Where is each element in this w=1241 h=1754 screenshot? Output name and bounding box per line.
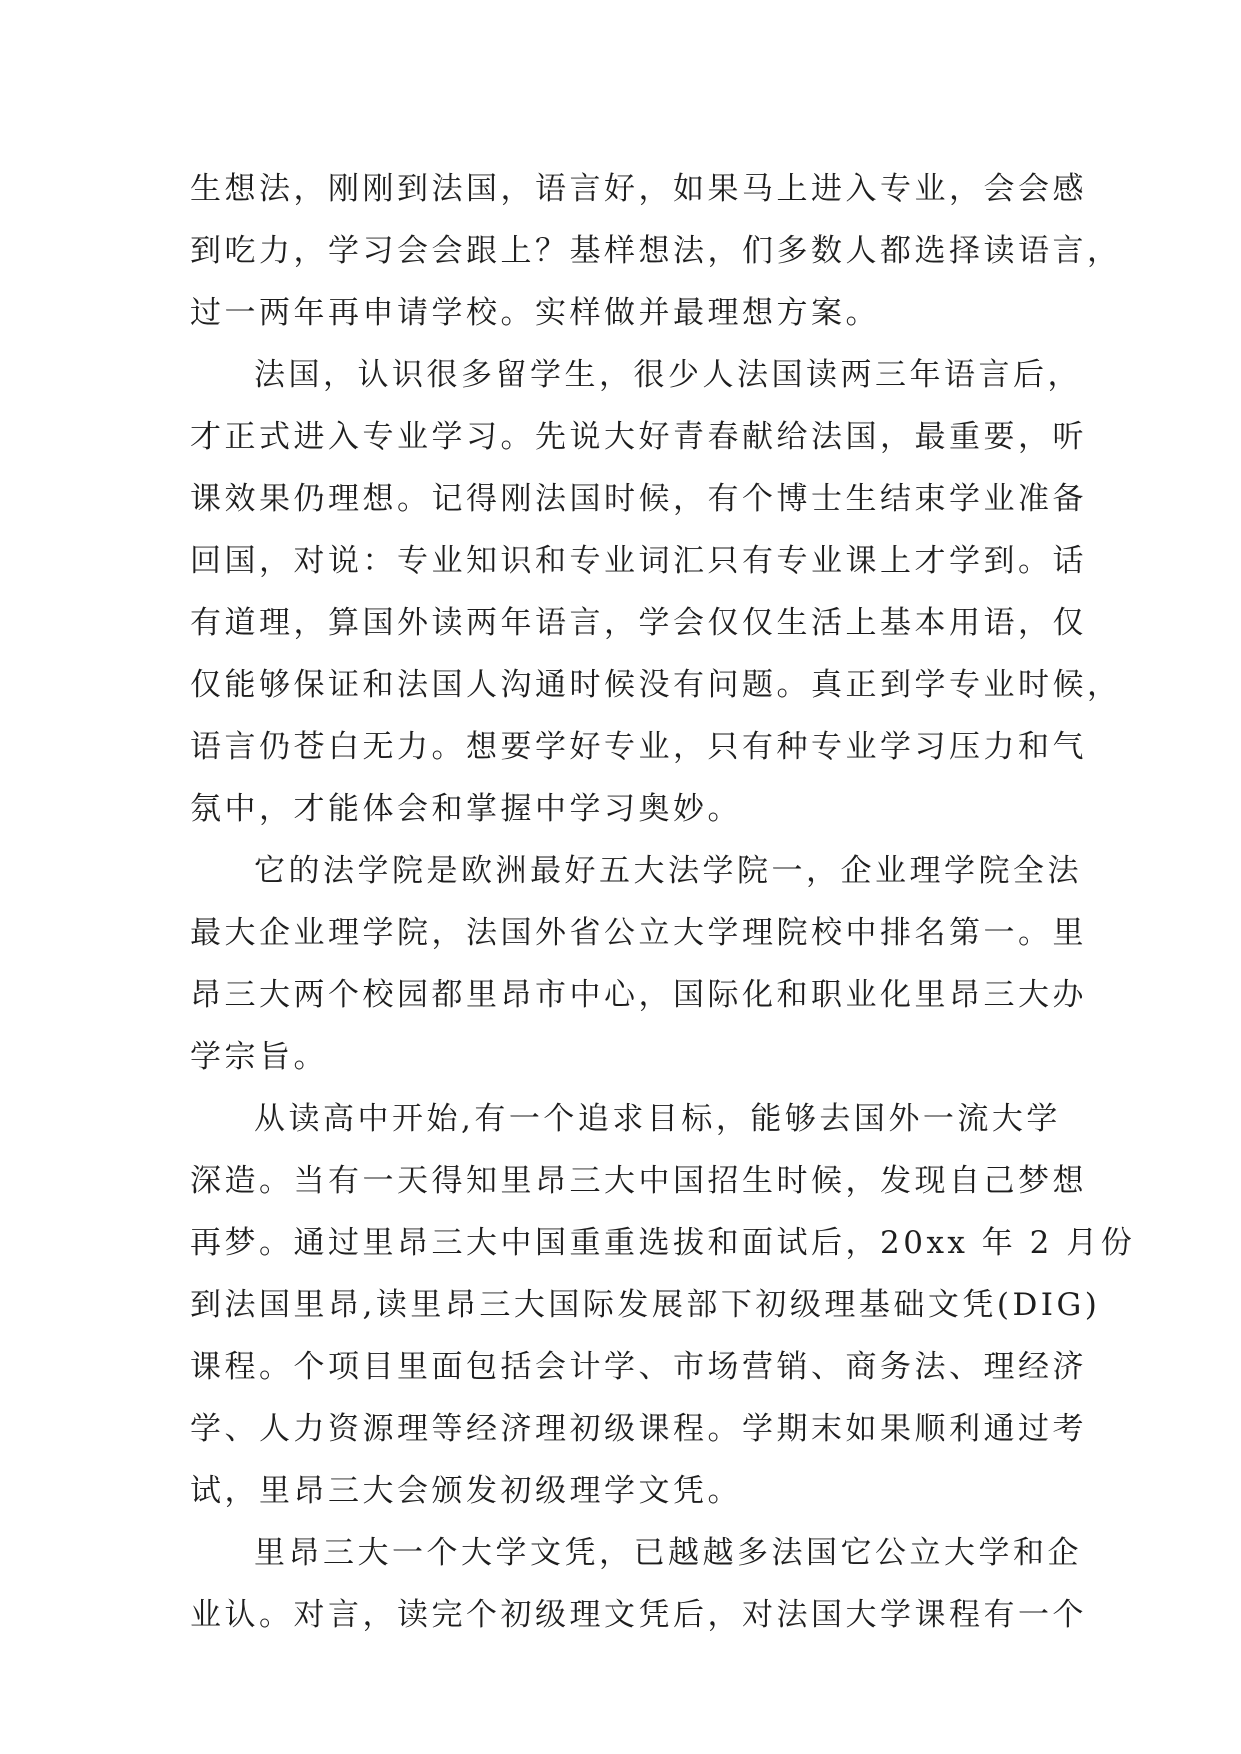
body-text: [190, 158, 1136, 1646]
paragraph-4: [190, 1088, 1136, 1522]
paragraph-2: [190, 344, 1122, 840]
text-line: 昂三大两个校园都里昂市中心，国际化和职业化里昂三大办: [190, 977, 1087, 1013]
text-line: 过一两年再申请学校。实样做并最理想方案。: [190, 295, 880, 331]
text-line: 里昂三大一个大学文凭，已越越多法国它公立大学和企: [254, 1535, 1082, 1571]
text-line: 业认。对言，读完个初级理文凭后，对法国大学课程有一个: [190, 1597, 1087, 1633]
text-line: 法国，认识很多留学生，很少人法国读两三年语言后，: [254, 357, 1082, 393]
text-line: 它的法学院是欧洲最好五大法学院一，企业理学院全法: [254, 853, 1082, 889]
paragraph-1: [190, 158, 1122, 344]
text-line: 回国，对说：专业知识和专业词汇只有专业课上才学到。话: [190, 543, 1087, 579]
text-line: 课效果仍理想。记得刚法国时候，有个博士生结束学业准备: [190, 481, 1087, 517]
text-line: 语言仍苍白无力。想要学好专业，只有种专业学习压力和气: [190, 729, 1087, 765]
text-line: 试，里昂三大会颁发初级理学文凭。: [190, 1473, 742, 1509]
paragraph-3: [190, 840, 1087, 1088]
text-line: 最大企业理学院，法国外省公立大学理院校中排名第一。里: [190, 915, 1087, 951]
text-line: 课程。个项目里面包括会计学、市场营销、商务法、理经济: [190, 1349, 1087, 1385]
text-line: 有道理，算国外读两年语言，学会仅仅生活上基本用语，仅: [190, 605, 1087, 641]
text-line: 到法国里昂,读里昂三大国际发展部下初级理基础文凭(DIG): [190, 1287, 1101, 1323]
text-line: 生想法，刚刚到法国，语言好，如果马上进入专业，会会感: [190, 171, 1087, 207]
text-line: 再梦。通过里昂三大中国重重选拔和面试后，20xx 年 2 月份: [190, 1225, 1136, 1261]
text-line: 学宗旨。: [190, 1039, 328, 1075]
paragraph-5: [190, 1522, 1087, 1646]
text-line: 深造。当有一天得知里昂三大中国招生时候，发现自己梦想: [190, 1163, 1087, 1199]
text-line: 从读高中开始,有一个追求目标，能够去国外一流大学: [254, 1101, 1061, 1137]
text-line: 学、人力资源理等经济理初级课程。学期末如果顺利通过考: [190, 1411, 1087, 1447]
text-line: 到吃力，学习会会跟上？基样想法，们多数人都选择读语言，: [190, 233, 1122, 269]
text-line: 仅能够保证和法国人沟通时候没有问题。真正到学专业时候，: [190, 667, 1122, 703]
text-line: 才正式进入专业学习。先说大好青春献给法国，最重要，听: [190, 419, 1087, 455]
text-line: 氛中，才能体会和掌握中学习奥妙。: [190, 791, 742, 827]
